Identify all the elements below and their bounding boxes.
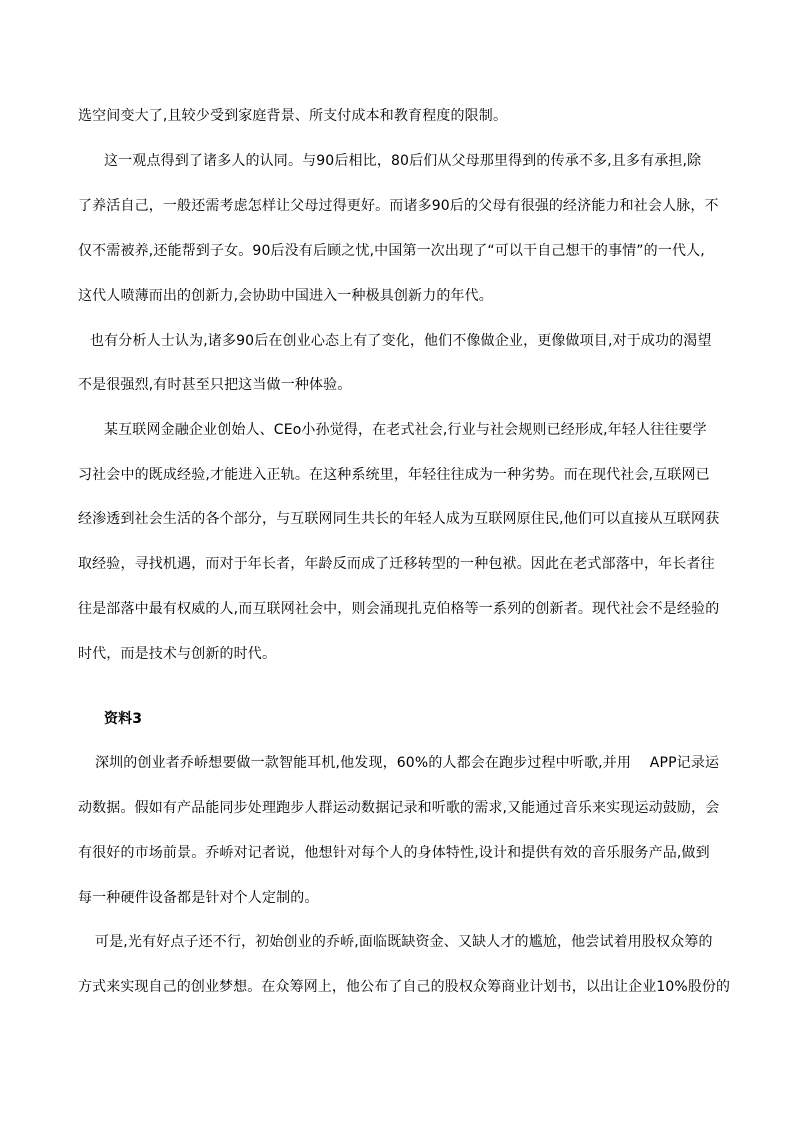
section-heading: 资料3 [104, 711, 143, 727]
text-line-15: 深圳的创业者乔峤想要做一款智能耳机,他发现，60%的人都会在跑步过程中听歌,并用 APP记录运 [95, 755, 720, 771]
text-line-8: 某互联网金融企业创始人、CEo小孙觉得，在老式社会,行业与社会规则已经形成,年轻人往往要学 [104, 422, 707, 438]
text-line-4: 仅不需被养,还能帮到子女。90后没有后顾之忧,中国第一次出现了“可以干自己想干的事情”的一代人, [78, 243, 705, 259]
text-line-1: 选空间变大了,且较少受到家庭背景、所支付成本和教育程度的限制。 [78, 108, 508, 124]
text-line-5: 这代人喷薄而出的创新力,会协助中国进入一种极具创新力的年代。 [78, 288, 493, 304]
text-line-3: 了养活自己，一般还需考虑怎样让父母过得更好。而诸多90后的父母有很强的经济能力和社会人脉，不 [78, 198, 719, 214]
text-line-7: 不是很强烈,有时甚至只把这当做一种体验。 [78, 377, 352, 393]
text-line-10: 经渗透到社会生活的各个部分，与互联网同生共长的年轻人成为互联网原住民,他们可以直接从互联网获 [78, 511, 720, 527]
text-line-6: 也有分析人士认为,诸多90后在创业心态上有了变化，他们不像做企业，更像做项目,对于成功的渴望 [90, 333, 712, 349]
text-line-16: 动数据。假如有产品能同步处理跑步人群运动数据记录和听歌的需求,又能通过音乐来实现运动鼓励，会 [78, 800, 720, 816]
text-line-12: 往是部落中最有权威的人,而互联网社会中，则会涌现扎克伯格等一系列的创新者。现代社会不是经验的 [78, 601, 720, 617]
text-line-18: 每一种硬件设备都是针对个人定制的。 [78, 890, 319, 906]
text-line-2: 这一观点得到了诸多人的认同。与90后相比，80后们从父母那里得到的传承不多,且多有承担,除 [104, 153, 702, 169]
text-line-19: 可是,光有好点子还不行，初始创业的乔峤,面临既缺资金、又缺人才的尴尬，他尝试着用股权众筹的 [95, 934, 713, 950]
text-line-13: 时代，而是技术与创新的时代。 [78, 646, 277, 662]
text-line-20: 方式来实现自己的创业梦想。在众筹网上，他公布了自己的股权众筹商业计划书，以出让企业10%股份的 [78, 979, 731, 995]
text-line-11: 取经验，寻找机遇，而对于年长者，年龄反而成了迁移转型的一种包袱。因此在老式部落中，年长者往 [78, 556, 715, 572]
text-line-9: 习社会中的既成经验,才能进入正轨。在这种系统里，年轻往往成为一种劣势。而在现代社会,互联网已 [78, 467, 710, 483]
text-line-17: 有很好的市场前景。乔峤对记者说，他想针对每个人的身体特性,设计和提供有效的音乐服务产品,做到 [78, 845, 710, 861]
